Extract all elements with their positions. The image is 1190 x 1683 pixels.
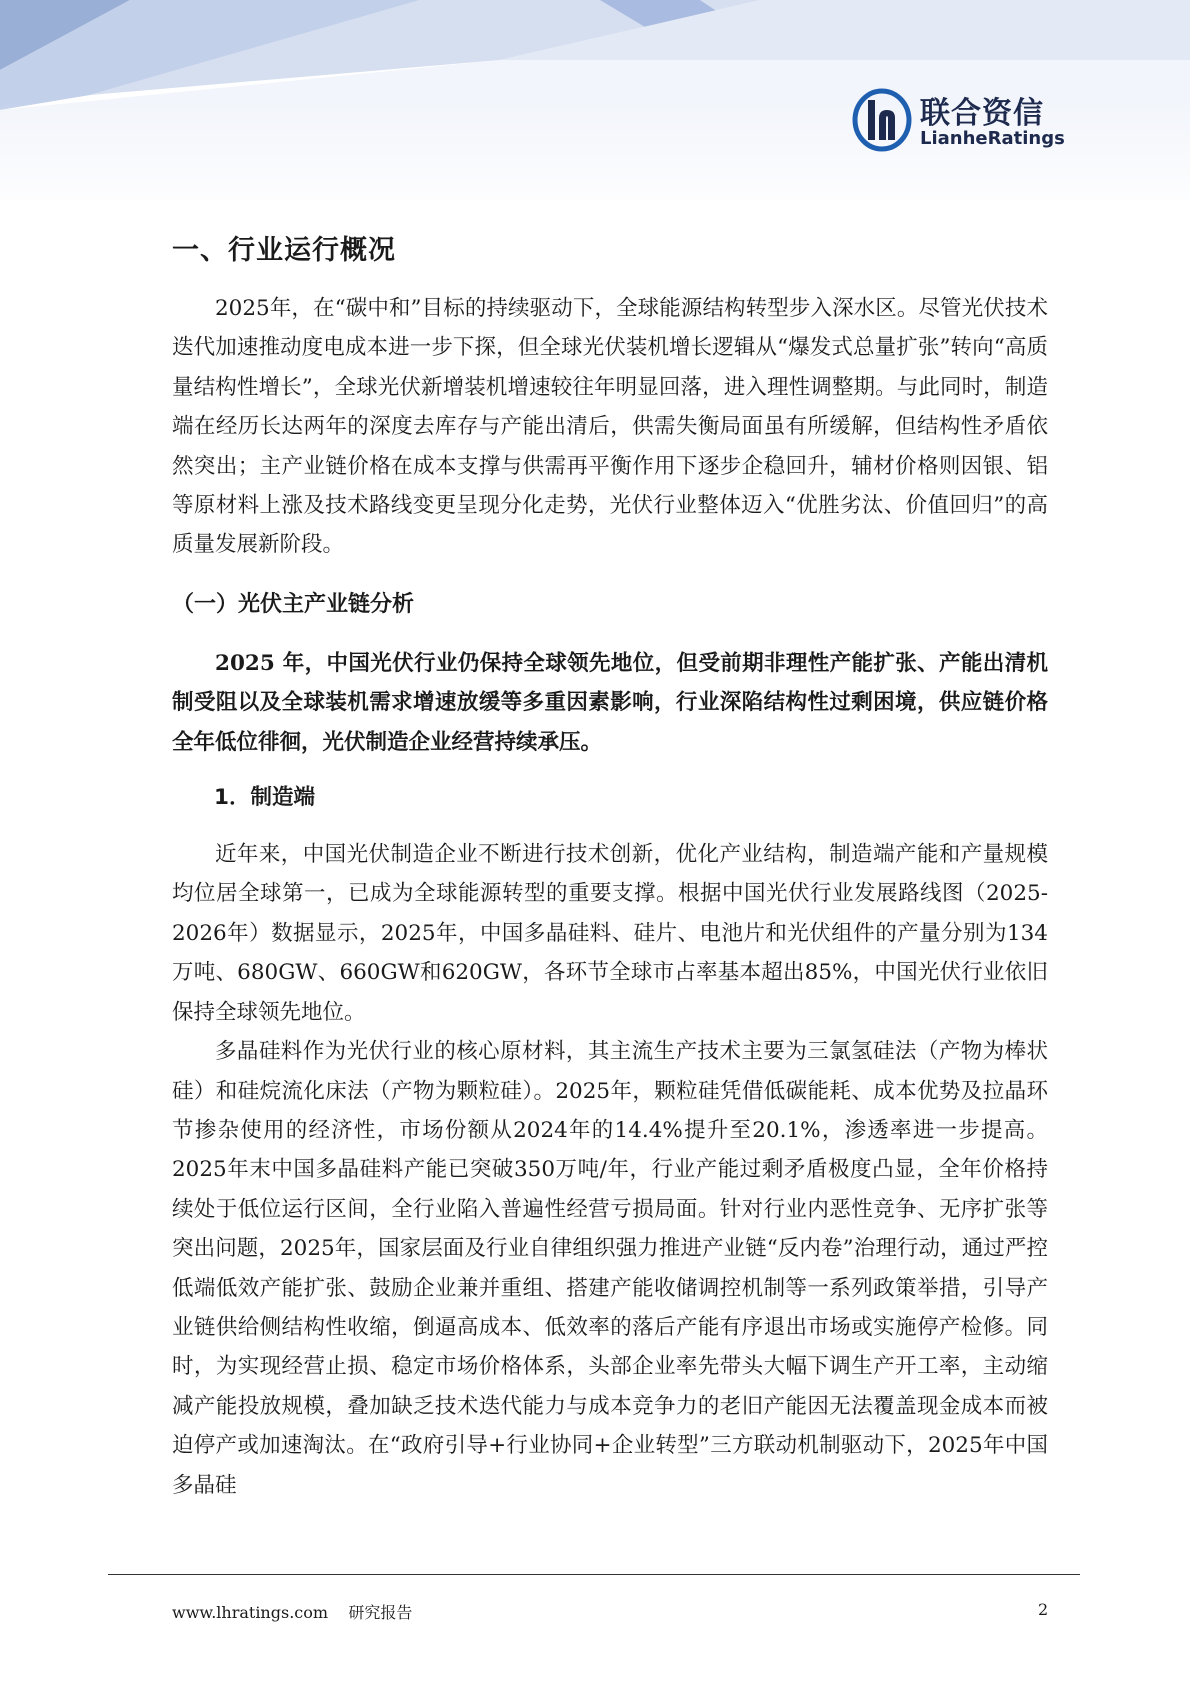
brand-name-en: LianheRatings bbox=[920, 128, 1065, 149]
main-content bbox=[172, 228, 1048, 1505]
body-paragraph-2: 多晶硅料作为光伏行业的核心原材料，其主流生产技术主要为三氯氢硅法（产物为棒状硅）和硅烷流化床法（产物为颗粒硅）。2025年，颗粒硅凭借低碳能耗、成本优势及拉晶环节掺杂使用的经济性，市场份额从2024年的14.4%提升至20.1%，渗透率进一步提高。2025年末中国多晶硅料产能已突破350万吨/年，行业产能过剩矛盾极度凸显，全年价格持续处于低位运行区间，全行业陷入普遍性经营亏损局面。针对行业内恶性竞争、无序扩张等突出问题，2025年，国家层面及行业自律组织强力推进产业链“反内卷”治理行动，通过严控低端低效产能扩张、鼓励企业兼并重组、搭建产能收储调控机制等一系列政策举措，引导产业链供给侧结构性收缩，倒逼高成本、低效率的落后产能有序退出市场或实施停产检修。同时，为实现经营止损、稳定市场价格体系，头部企业率先带头大幅下调生产开工率，主动缩减产能投放规模，叠加缺乏技术迭代能力与成本竞争力的老旧产能因无法覆盖现金成本而被迫停产或加速淘汰。在“政府引导+行业协同+企业转型”三方联动机制驱动下，2025年中国多晶硅 bbox=[172, 1039, 1048, 1498]
body-paragraph-1: 近年来，中国光伏制造企业不断进行技术创新，优化产业结构，制造端产能和产量规模均位居全球第一，已成为全球能源转型的重要支撑。根据中国光伏行业发展路线图（2025-2026年）数据显示，2025年，中国多晶硅料、硅片、电池片和光伏组件的产量分别为134万吨、680GW、660GW和620GW，各环节全球市占率基本超出85%，中国光伏行业依旧保持全球领先地位。 bbox=[172, 842, 1048, 1025]
brand-name-cn: 联合资信 bbox=[920, 96, 1044, 131]
lianhe-logo bbox=[852, 88, 1072, 158]
lianhe-logo-icon bbox=[852, 88, 912, 152]
intro-paragraph: 2025年，在“碳中和”目标的持续驱动下，全球能源结构转型步入深水区。尽管光伏技术迭代加速推动度电成本进一步下探，但全球光伏装机增长逻辑从“爆发式总量扩张”转向“高质量结构性增长”，全球光伏新增装机增速较往年明显回落，进入理性调整期。与此同时，制造端在经历长达两年的深度去库存与产能出清后，供需失衡局面虽有所缓解，但结构性矛盾依然突出；主产业链价格在成本支撑与供需再平衡作用下逐步企稳回升，辅材价格则因银、铝等原材料上涨及技术路线变更呈现分化走势，光伏行业整体迈入“优胜劣汰、价值回归”的高质量发展新阶段。 bbox=[172, 296, 1048, 558]
sub-heading: （一）光伏主产业链分析 bbox=[172, 591, 415, 617]
footer-report-label: 研究报告 bbox=[348, 1603, 413, 1622]
item-heading: 1．制造端 bbox=[214, 785, 315, 811]
section-heading: 一、行业运行概况 bbox=[172, 235, 396, 266]
bold-summary-paragraph: 2025 年，中国光伏行业仍保持全球领先地位，但受前期非理性产能扩张、产能出清机制受阻以及全球装机需求增速放缓等多重因素影响，行业深陷结构性过剩困境，供应链价格全年低位徘徊，光伏制造企业经营持续承压。 bbox=[172, 650, 1048, 755]
footer-left bbox=[172, 1600, 412, 1623]
footer-website-link[interactable]: www.lhratings.com bbox=[172, 1603, 329, 1622]
footer-divider bbox=[108, 1574, 1080, 1575]
page-number: 2 bbox=[1038, 1600, 1049, 1619]
